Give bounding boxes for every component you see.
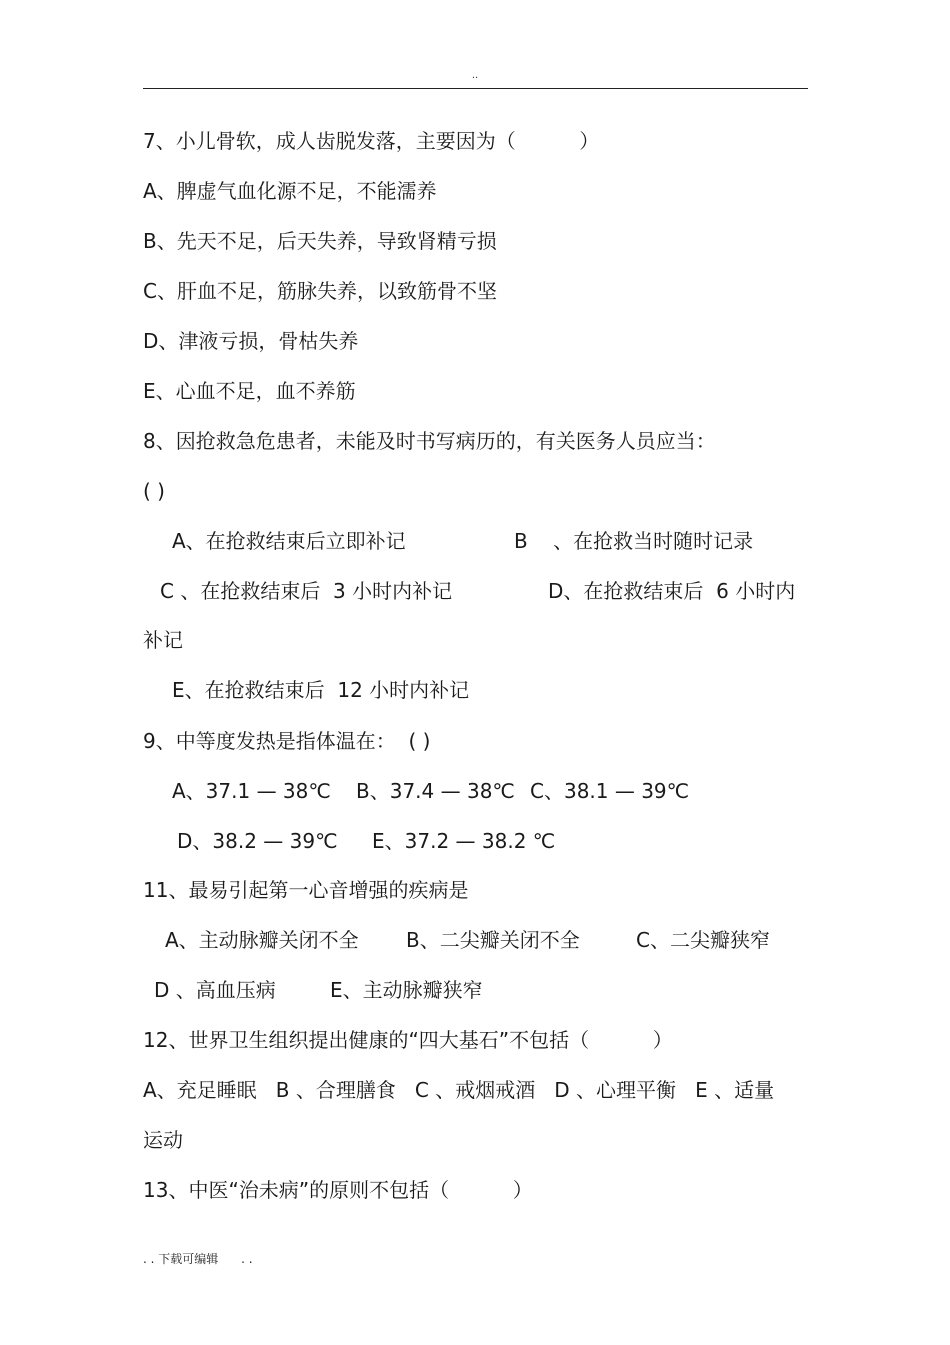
option-8b: B 、在抢救当时随时记录 (514, 529, 754, 553)
option-9c: C、38.1 — 39℃ (530, 779, 690, 803)
question-8: 8、因抢救急危患者，未能及时书写病历的，有关医务人员应当： (143, 429, 716, 453)
option-9a: A、37.1 — 38℃ (172, 779, 331, 803)
option-11e: E、主动脉瓣狭窄 (330, 978, 483, 1002)
question-8-blank: ( ) (143, 479, 165, 503)
option-7a: A、脾虚气血化源不足，不能濡养 (143, 179, 437, 203)
option-7c: C、肝血不足，筋脉失养，以致筋骨不坚 (143, 279, 497, 303)
option-11b: B、二尖瓣关闭不全 (406, 928, 580, 952)
option-11a: A、主动脉瓣关闭不全 (165, 928, 359, 952)
question-12: 12、世界卫生组织提出健康的“四大基石”不包括（ ） (143, 1028, 673, 1052)
option-9b: B、37.4 — 38℃ (356, 779, 515, 803)
option-11d: D 、高血压病 (154, 978, 276, 1002)
options-12-continued: 运动 (143, 1128, 183, 1152)
option-11c: C、二尖瓣狭窄 (636, 928, 770, 952)
option-8a: A、在抢救结束后立即补记 (172, 529, 406, 553)
question-13: 13、中医“治未病”的原则不包括（ ） (143, 1178, 533, 1202)
header-rule (143, 88, 808, 89)
option-7e: E、心血不足，血不养筋 (143, 379, 356, 403)
footer-note: . . 下载可编辑 . . (143, 1252, 253, 1266)
question-7: 7、小儿骨软，成人齿脱发落，主要因为（ ） (143, 129, 600, 153)
header-mark: .. (471, 70, 479, 81)
option-9d: D、38.2 — 39℃ (177, 829, 338, 853)
option-7b: B、先天不足，后天失养，导致肾精亏损 (143, 229, 497, 253)
option-9e: E、37.2 — 38.2 ℃ (372, 829, 556, 853)
option-8e: E、在抢救结束后 12 小时内补记 (172, 678, 470, 702)
option-8d-continued: 补记 (143, 628, 183, 652)
option-8c: C 、在抢救结束后 3 小时内补记 (160, 579, 453, 603)
question-11: 11、最易引起第一心音增强的疾病是 (143, 878, 469, 902)
options-12: A、充足睡眠 B 、合理膳食 C 、戒烟戒酒 D 、心理平衡 E 、适量 (143, 1078, 775, 1102)
option-7d: D、津液亏损，骨枯失养 (143, 329, 359, 353)
question-9: 9、中等度发热是指体温在： ( ) (143, 729, 431, 753)
option-8d: D、在抢救结束后 6 小时内 (548, 579, 796, 603)
